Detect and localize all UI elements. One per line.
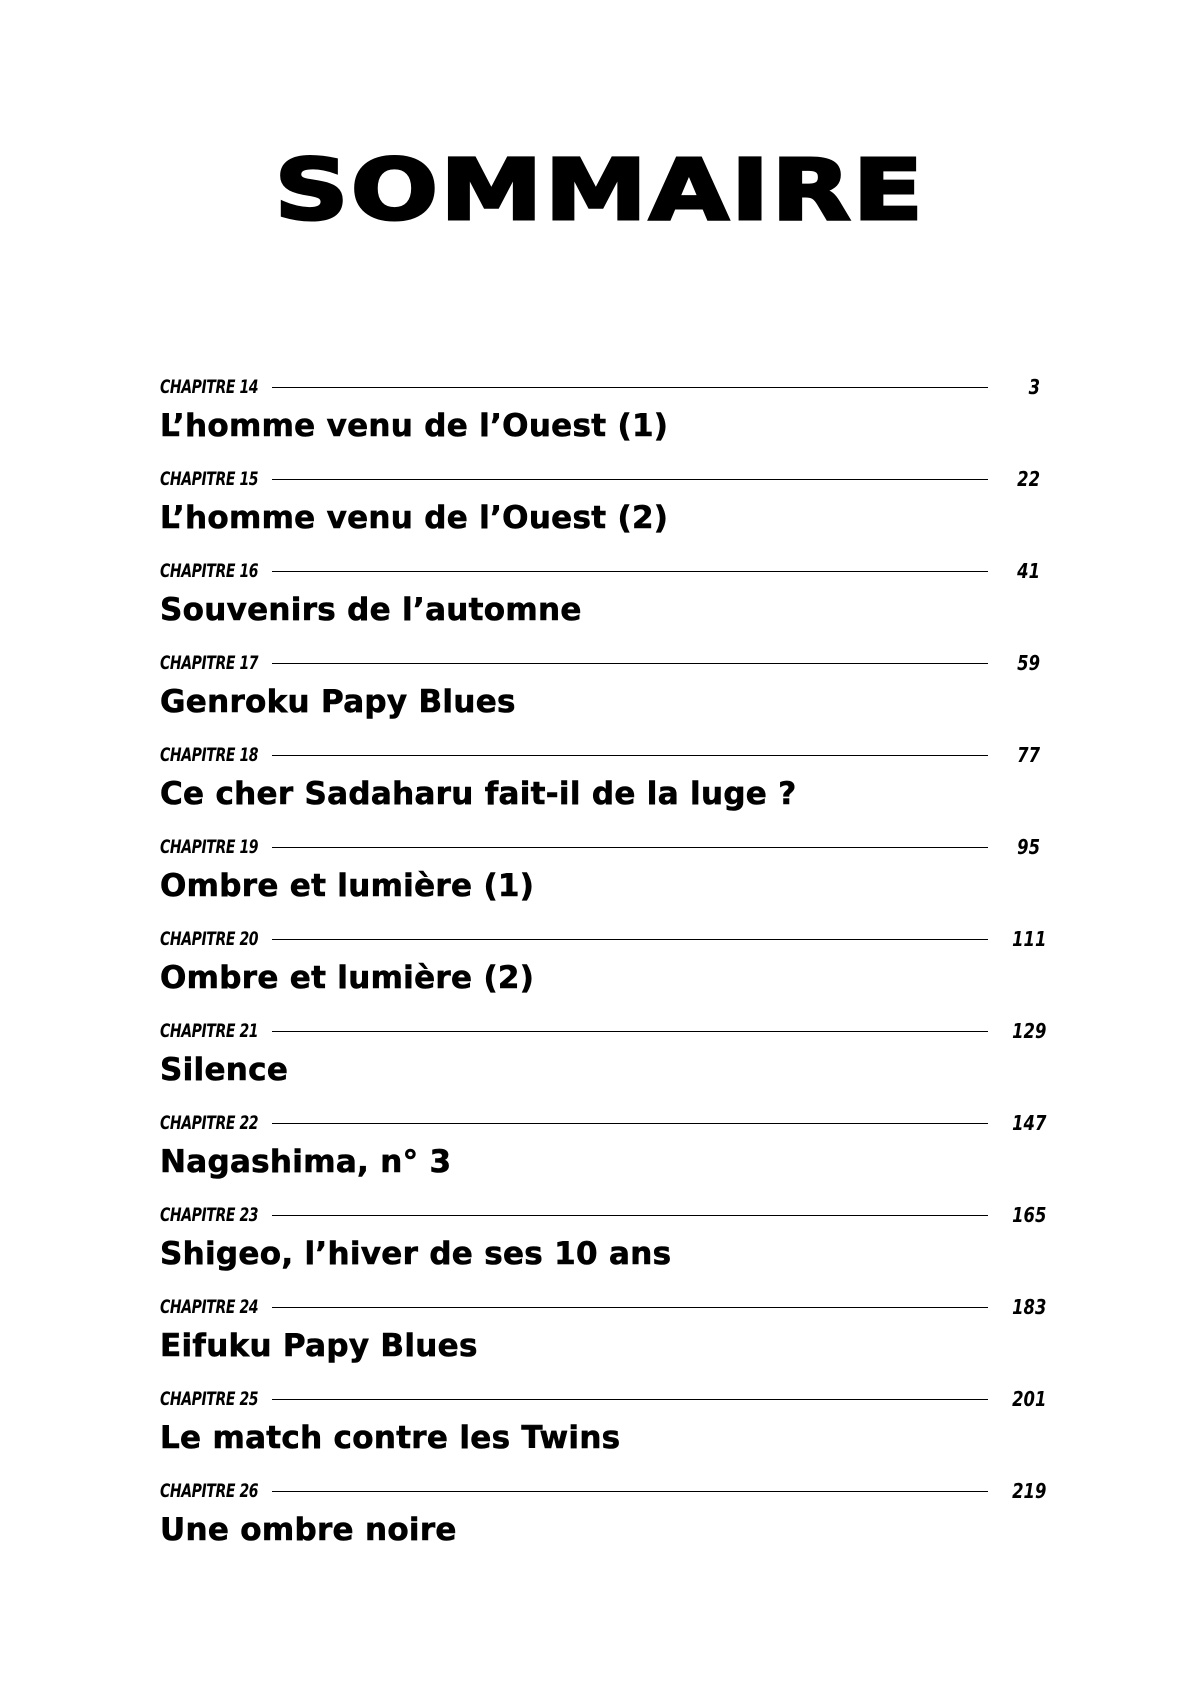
chapter-title: Silence bbox=[160, 1052, 289, 1088]
chapter-number: CHAPITRE 25 bbox=[160, 1388, 259, 1410]
dotted-leader bbox=[272, 1491, 988, 1492]
chapter-title: L’homme venu de l’Ouest (1) bbox=[160, 408, 669, 444]
chapter-row bbox=[160, 372, 1040, 402]
page-number: 129 bbox=[1012, 1019, 1047, 1043]
page-number: 165 bbox=[1012, 1203, 1047, 1227]
page-number: 3 bbox=[1028, 375, 1040, 399]
chapter-row bbox=[160, 464, 1040, 494]
chapter-title: Une ombre noire bbox=[160, 1512, 457, 1548]
toc-entry bbox=[160, 740, 1040, 832]
chapter-title: L’homme venu de l’Ouest (2) bbox=[160, 500, 669, 536]
dotted-leader bbox=[272, 571, 988, 572]
dotted-leader bbox=[272, 1215, 988, 1216]
chapter-row bbox=[160, 924, 1047, 954]
chapter-row bbox=[160, 1476, 1047, 1506]
chapter-row bbox=[160, 556, 1040, 586]
table-of-contents bbox=[160, 372, 1047, 1568]
page-number: 22 bbox=[1017, 467, 1040, 491]
chapter-title: Ombre et lumière (1) bbox=[160, 868, 535, 904]
chapter-row bbox=[160, 1384, 1047, 1414]
page-number: 59 bbox=[1017, 651, 1040, 675]
toc-entry bbox=[160, 556, 1040, 648]
dotted-leader bbox=[272, 1031, 988, 1032]
toc-entry bbox=[160, 464, 1040, 556]
toc-entry bbox=[160, 1476, 1047, 1568]
page-number: 111 bbox=[1012, 927, 1047, 951]
chapter-row bbox=[160, 832, 1040, 862]
chapter-number: CHAPITRE 14 bbox=[160, 376, 259, 398]
chapter-number: CHAPITRE 24 bbox=[160, 1296, 259, 1318]
chapter-number: CHAPITRE 26 bbox=[160, 1480, 259, 1502]
toc-entry bbox=[160, 1016, 1047, 1108]
page-number: 77 bbox=[1017, 743, 1040, 767]
toc-entry bbox=[160, 1200, 1047, 1292]
page-title: SOMMAIRE bbox=[274, 141, 926, 239]
chapter-title: Eifuku Papy Blues bbox=[160, 1328, 478, 1364]
toc-entry bbox=[160, 1384, 1047, 1476]
chapter-number: CHAPITRE 23 bbox=[160, 1204, 259, 1226]
dotted-leader bbox=[272, 1307, 988, 1308]
page-number: 219 bbox=[1012, 1479, 1047, 1503]
dotted-leader bbox=[272, 663, 988, 664]
chapter-number: CHAPITRE 18 bbox=[160, 744, 259, 766]
chapter-row bbox=[160, 648, 1040, 678]
page-number: 95 bbox=[1017, 835, 1040, 859]
toc-entry bbox=[160, 1292, 1047, 1384]
chapter-title: Ombre et lumière (2) bbox=[160, 960, 535, 996]
chapter-number: CHAPITRE 17 bbox=[160, 652, 259, 674]
chapter-title: Nagashima, n° 3 bbox=[160, 1144, 452, 1180]
chapter-title: Souvenirs de l’automne bbox=[160, 592, 582, 628]
chapter-number: CHAPITRE 19 bbox=[160, 836, 259, 858]
chapter-number: CHAPITRE 20 bbox=[160, 928, 259, 950]
chapter-number: CHAPITRE 15 bbox=[160, 468, 259, 490]
chapter-number: CHAPITRE 16 bbox=[160, 560, 259, 582]
page-number: 183 bbox=[1012, 1295, 1047, 1319]
dotted-leader bbox=[272, 479, 988, 480]
chapter-row bbox=[160, 1016, 1047, 1046]
toc-entry bbox=[160, 648, 1040, 740]
toc-entry bbox=[160, 1108, 1047, 1200]
chapter-row bbox=[160, 1108, 1047, 1138]
chapter-number: CHAPITRE 22 bbox=[160, 1112, 259, 1134]
chapter-title: Ce cher Sadaharu fait-il de la luge ? bbox=[160, 776, 797, 812]
toc-entry bbox=[160, 372, 1040, 464]
dotted-leader bbox=[272, 939, 988, 940]
dotted-leader bbox=[272, 1123, 988, 1124]
toc-entry bbox=[160, 924, 1047, 1016]
chapter-title: Le match contre les Twins bbox=[160, 1420, 621, 1456]
dotted-leader bbox=[272, 387, 988, 388]
chapter-title: Genroku Papy Blues bbox=[160, 684, 516, 720]
page-number: 41 bbox=[1017, 559, 1040, 583]
page-number: 201 bbox=[1012, 1387, 1047, 1411]
chapter-title: Shigeo, l’hiver de ses 10 ans bbox=[160, 1236, 672, 1272]
chapter-row bbox=[160, 1200, 1047, 1230]
chapter-row bbox=[160, 1292, 1047, 1322]
toc-entry bbox=[160, 832, 1040, 924]
chapter-row bbox=[160, 740, 1040, 770]
chapter-number: CHAPITRE 21 bbox=[160, 1020, 259, 1042]
dotted-leader bbox=[272, 847, 988, 848]
dotted-leader bbox=[272, 1399, 988, 1400]
dotted-leader bbox=[272, 755, 988, 756]
page-number: 147 bbox=[1012, 1111, 1047, 1135]
